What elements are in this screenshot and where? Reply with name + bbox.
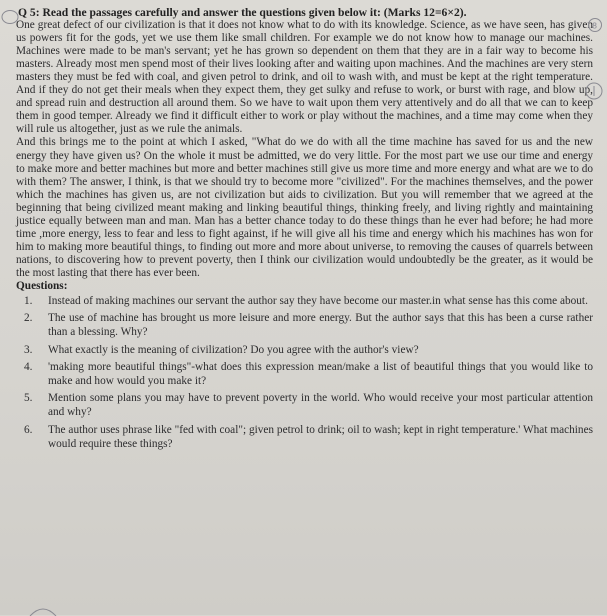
question-item [24,311,593,339]
question-number: 4. [24,360,33,373]
question-item [24,391,593,419]
question-text: The use of machine has brought us more leisure and more energy. But the author says that this has been a curse rather than a blessing. Why? [48,312,593,339]
question-list [16,294,593,451]
question-heading: Q 5: Read the passages carefully and answer the questions given below it: (Marks 12=6×2). [18,6,467,19]
pen-circle-mark-bottom-left [28,602,58,616]
question-item [24,423,593,451]
question-number: 6. [24,423,33,436]
question-number: 1. [24,295,33,308]
question-text: The author uses phrase like "fed with coal"; given petrol to drink; oil to wash; kept in right temperature.' What machines would require these things? [48,423,593,450]
passage-paragraph-2: And this brings me to the point at which I asked, "What do we do with all the time machine has saved for us and the new energy they have given us? On the whole it must be admitted, we do very little. For the most part we use our time and energy to make more and better machines but more and better machines still give us more time and more energy and what are we to do with them? The answer, I think, is that we should try to become more "civilized". For the machines themselves, and the power which the machines has given us, are not civilization but aids to civilization. But you will remember that we agreed at the beginning that being civilized meant making and linking beautiful things, thinking freely, and living rightly and maintaining justice equally between man and man. Man has a better chance today to do these things than he ever had before; he had more time ,more energy, less to fear and less to fight against, if he will give all his time and energy which his machines has won for him to making more beautiful things, to finding out more and more about universe, to removing the causes of quarrels between nations, to discovering how to prevent poverty, then I think our civilization would undoubtedly be the greater, as it would be the most lasting that there has ever been. [16,136,593,279]
question-text: Mention some plans you may have to prevent poverty in the world. Who would receive your most particular attention and why? [48,392,593,419]
question-item [24,360,593,388]
svg-text:8: 8 [592,21,598,31]
questions-label: Questions: [16,279,68,292]
question-item [24,343,593,357]
question-text: 'making more beautiful things"-what does this expression mean/make a list of beautiful things that you would like to make and how would you make it? [48,360,593,388]
question-number: 2. [24,312,33,325]
question-text: Instead of making machines our servant the author say they have become our master.in what sense has this come about. [48,295,588,308]
question-number: 5. [24,392,33,405]
passage-paragraph-1: One great defect of our civilization is that it does not know what to do with its knowledge. Science, as we have seen, has given us powers fit for the gods, yet we use them like small children. For example we do not know how to manage our machines. Machines were made to be man's servant; yet he has grown so dependent on them that they are in a fair way to become his masters. Already most men spend most of their lives looking after and waiting upon machines. And the machines are very stern masters they must be fed with coal, and given petrol to drink, and oil to wash with, and must be kept at the right temperature. And if they do not get their meals when they expect them, they get sulky and refuse to work, or burst with rage, and blow up, and spread ruin and destruction all around them. So we have to wait upon them very attentively and do all that we can to keep them in good temper. Already we find it difficult either to work or play without the machines, and a time may come when they will rule us altogether, just as we rule the animals. [16,19,593,136]
question-item [24,294,593,308]
question-text: What exactly is the meaning of civilization? Do you agree with the author's view? [48,343,419,356]
question-number: 3. [24,343,33,356]
